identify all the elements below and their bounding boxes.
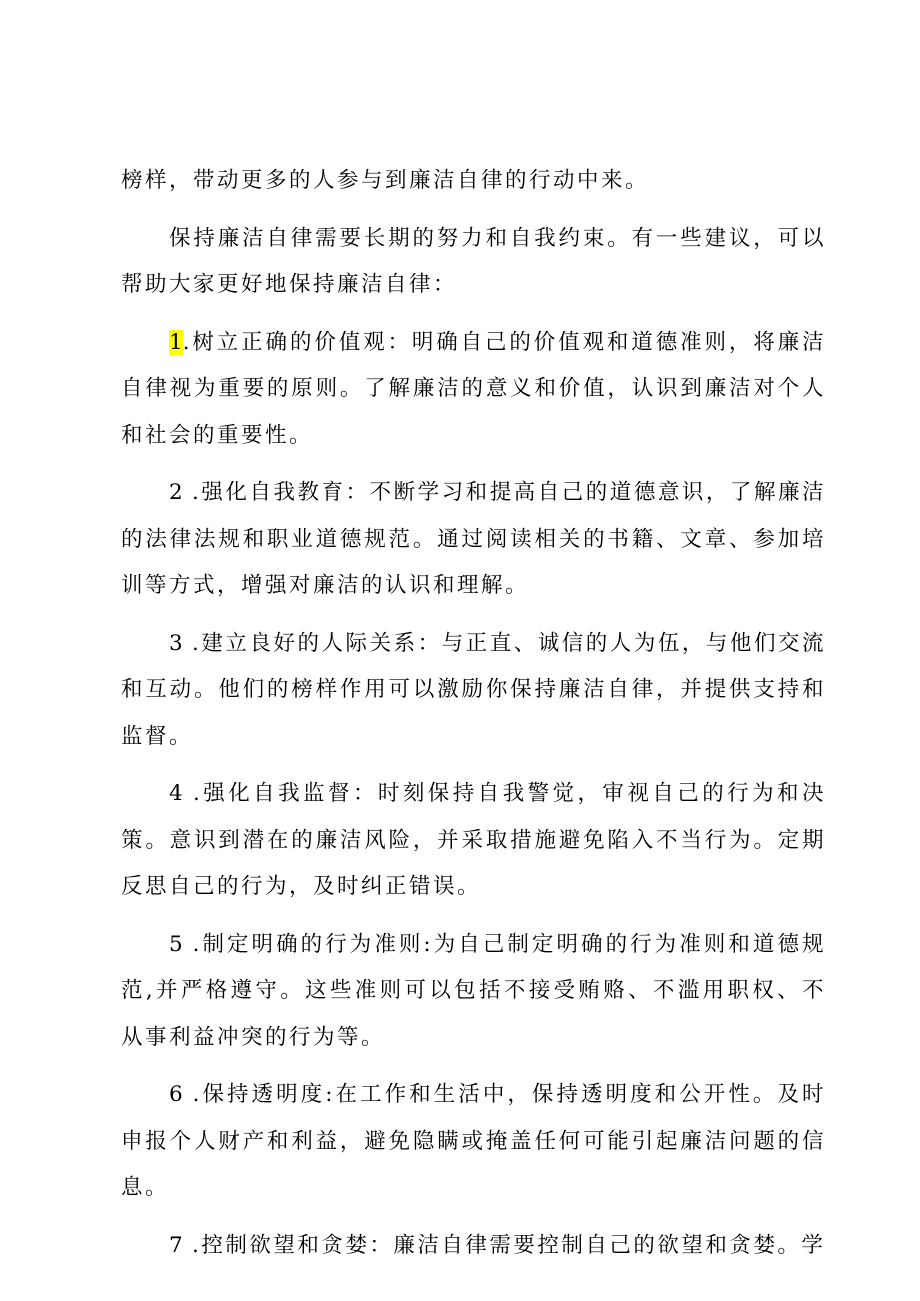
list-item-2 [121,470,826,610]
list-number: 4 [169,781,183,806]
list-item-3 [121,621,826,761]
document-body [121,158,826,1269]
list-item-6 [121,1072,826,1212]
paragraph-intro [121,216,826,309]
list-number: 6 [169,1082,183,1107]
list-number: 7 [169,1232,183,1258]
list-item-1 [121,320,826,460]
list-number-highlighted: 1 [169,329,183,355]
list-item-5 [121,922,826,1062]
paragraph-text: .控制欲望和贪婪：廉洁自律需要控制自己的欲望和贪婪。学 [182,1232,826,1258]
paragraph-continuation [121,158,826,205]
list-item-4 [121,771,826,911]
list-item-7 [121,1223,826,1270]
paragraph-text: .树立正确的价值观：明确自己的价值观和道德准则，将廉洁自律视为重要的原则。了解廉洁的意义和价值，认识到廉洁对个人和社会的重要性。 [121,329,826,448]
paragraph-text: .强化自我教育：不断学习和提高自己的道德意识，了解廉洁的法律法规和职业道德规范。通过阅读相关的书籍、文章、参加培训等方式，增强对廉洁的认识和理解。 [121,480,826,598]
paragraph-text: .制定明确的行为准则:为自己制定明确的行为准则和道德规范,并严格遵守。这些准则可以包括不接受贿赂、不滥用职权、不从事利益冲突的行为等。 [121,931,826,1050]
paragraph-text: 保持廉洁自律需要长期的努力和自我约束。有一些建议，可以帮助大家更好地保持廉洁自律： [121,225,826,297]
list-number: 3 [169,630,183,656]
paragraph-text: .强化自我监督：时刻保持自我警觉，审视自己的行为和决策。意识到潜在的廉洁风险，并采取措施避免陷入不当行为。定期反思自己的行为，及时纠正错误。 [121,781,826,899]
list-number: 5 [169,931,183,957]
list-number: 2 [169,480,183,505]
paragraph-text: 榜样，带动更多的人参与到廉洁自律的行动中来。 [121,168,650,193]
paragraph-text: .建立良好的人际关系：与正直、诚信的人为伍，与他们交流和互动。他们的榜样作用可以激励你保持廉洁自律，并提供支持和监督。 [121,630,826,749]
paragraph-text: .保持透明度:在工作和生活中，保持透明度和公开性。及时申报个人财产和利益，避免隐瞒或掩盖任何可能引起廉洁问题的信息。 [121,1082,826,1200]
